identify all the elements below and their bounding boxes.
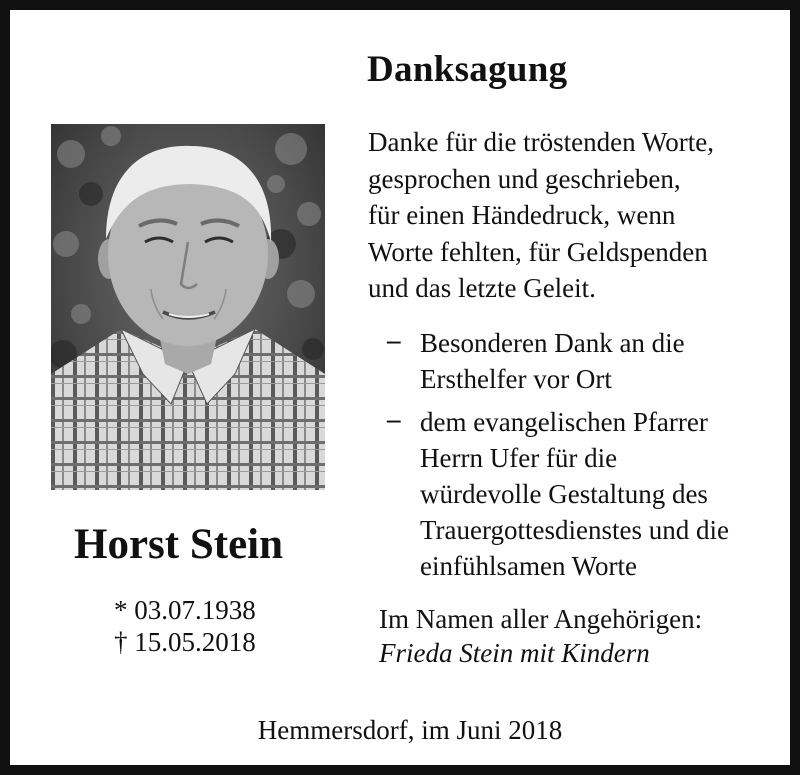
dash-bullet: – bbox=[387, 325, 401, 355]
signature-line: Im Namen aller Angehörigen: bbox=[379, 604, 703, 634]
death-date: † 15.05.2018 bbox=[114, 627, 256, 657]
text-line: einfühlsamen Worte bbox=[420, 551, 638, 581]
text-line: Worte fehlten, für Geldspenden bbox=[368, 236, 708, 267]
text-line: dem evangelischen Pfarrer bbox=[420, 407, 708, 437]
text-line: Trauergottesdienstes und die bbox=[420, 515, 729, 545]
birth-date: * 03.07.1938 bbox=[114, 595, 256, 625]
text-line: Ersthelfer vor Ort bbox=[420, 364, 612, 394]
thank-you-text bbox=[368, 124, 714, 307]
text-line: gesprochen und geschrieben, bbox=[368, 163, 681, 194]
signature-names: Frieda Stein mit Kindern bbox=[379, 638, 650, 668]
place-and-date: Hemmersdorf, im Juni 2018 bbox=[257, 715, 563, 745]
text-line: Danke für die tröstenden Worte, bbox=[368, 127, 714, 157]
portrait-photo bbox=[51, 124, 325, 490]
text-line: würdevolle Gestaltung des bbox=[420, 479, 708, 509]
text-line: für einen Händedruck, wenn bbox=[368, 200, 676, 231]
thanks-item-pastor bbox=[420, 404, 729, 584]
text-line: und das letzte Geleit. bbox=[368, 273, 596, 304]
deceased-name: Horst Stein bbox=[74, 521, 284, 568]
signature bbox=[379, 602, 702, 670]
text-line: Besonderen Dank an die bbox=[420, 328, 685, 358]
heading: Danksagung bbox=[367, 49, 568, 90]
thanks-item-first-responders bbox=[420, 325, 685, 397]
text-line: Herrn Ufer für die bbox=[420, 443, 618, 473]
dash-bullet: – bbox=[387, 404, 401, 434]
